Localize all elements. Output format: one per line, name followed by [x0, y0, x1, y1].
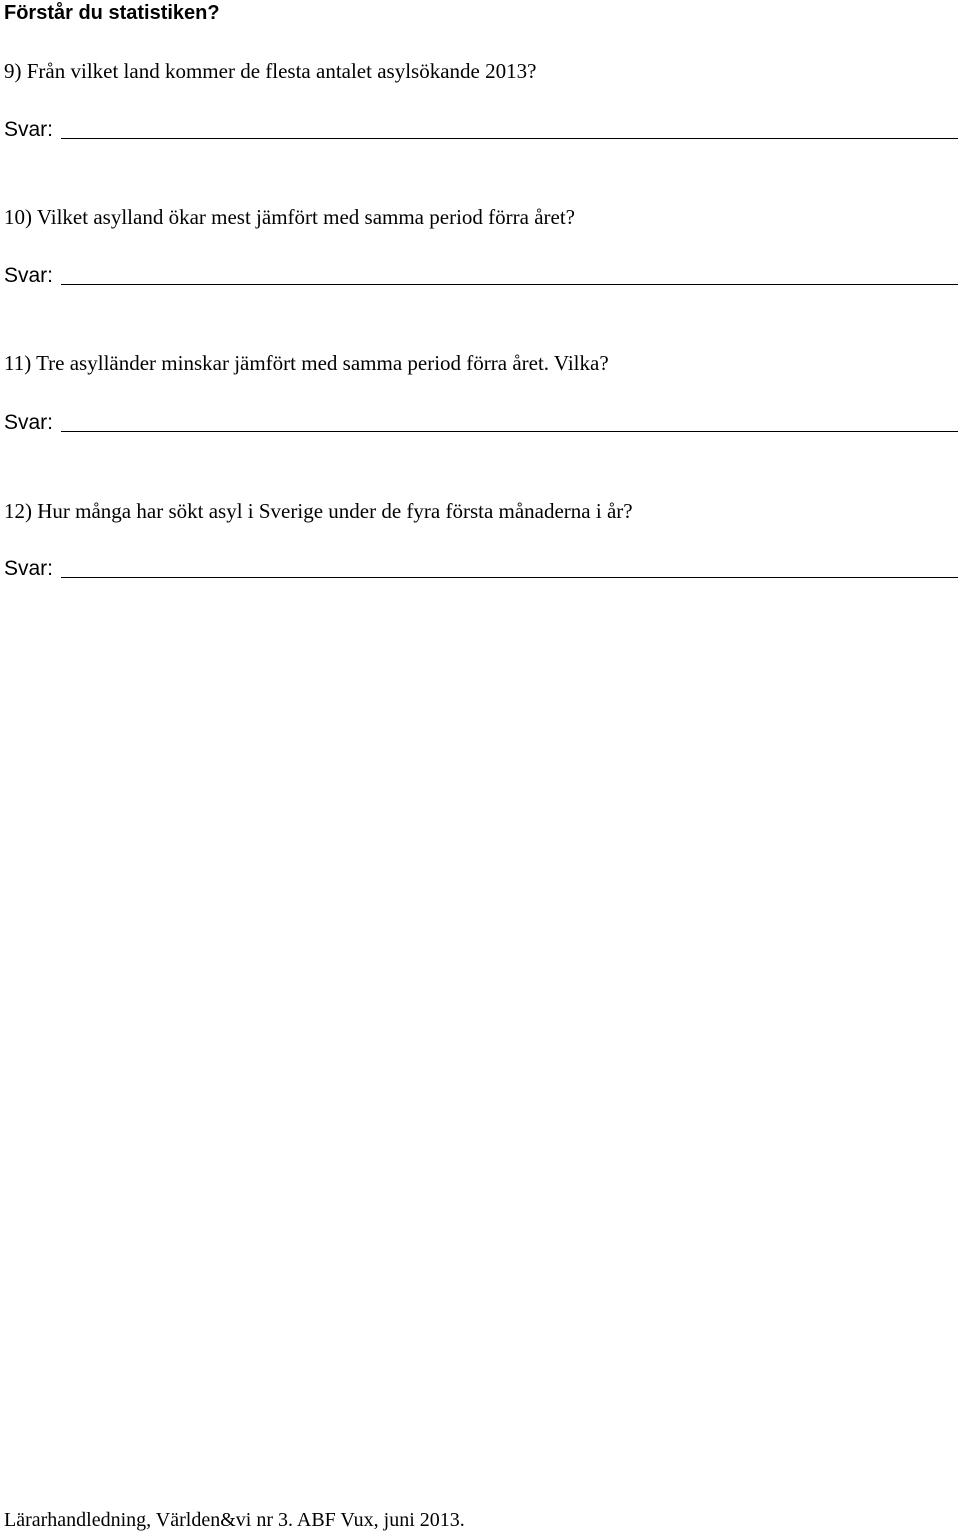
page-footer: Lärarhandledning, Världen&vi nr 3. ABF Vux, juni 2013. — [4, 1509, 465, 1531]
answer-row-11 — [4, 406, 958, 436]
question-9: 9) Från vilket land kommer de flesta antalet asylsökande 2013? — [4, 59, 537, 83]
answer-row-12 — [4, 552, 958, 582]
question-11: 11) Tre asylländer minskar jämfört med samma period förra året. Vilka? — [4, 351, 609, 375]
page-heading: Förstår du statistiken? — [4, 2, 220, 24]
answer-row-9 — [4, 113, 958, 143]
answer-field-9[interactable] — [61, 116, 958, 139]
answer-field-11[interactable] — [61, 409, 958, 432]
answer-label: Svar: — [4, 118, 54, 141]
answer-label: Svar: — [4, 557, 54, 580]
question-12: 12) Hur många har sökt asyl i Sverige under de fyra första månaderna i år? — [4, 499, 633, 523]
answer-row-10 — [4, 259, 958, 289]
answer-field-10[interactable] — [61, 262, 958, 285]
question-10: 10) Vilket asylland ökar mest jämfört med samma period förra året? — [4, 205, 575, 229]
answer-label: Svar: — [4, 264, 54, 287]
answer-label: Svar: — [4, 411, 54, 434]
answer-field-12[interactable] — [61, 555, 958, 578]
